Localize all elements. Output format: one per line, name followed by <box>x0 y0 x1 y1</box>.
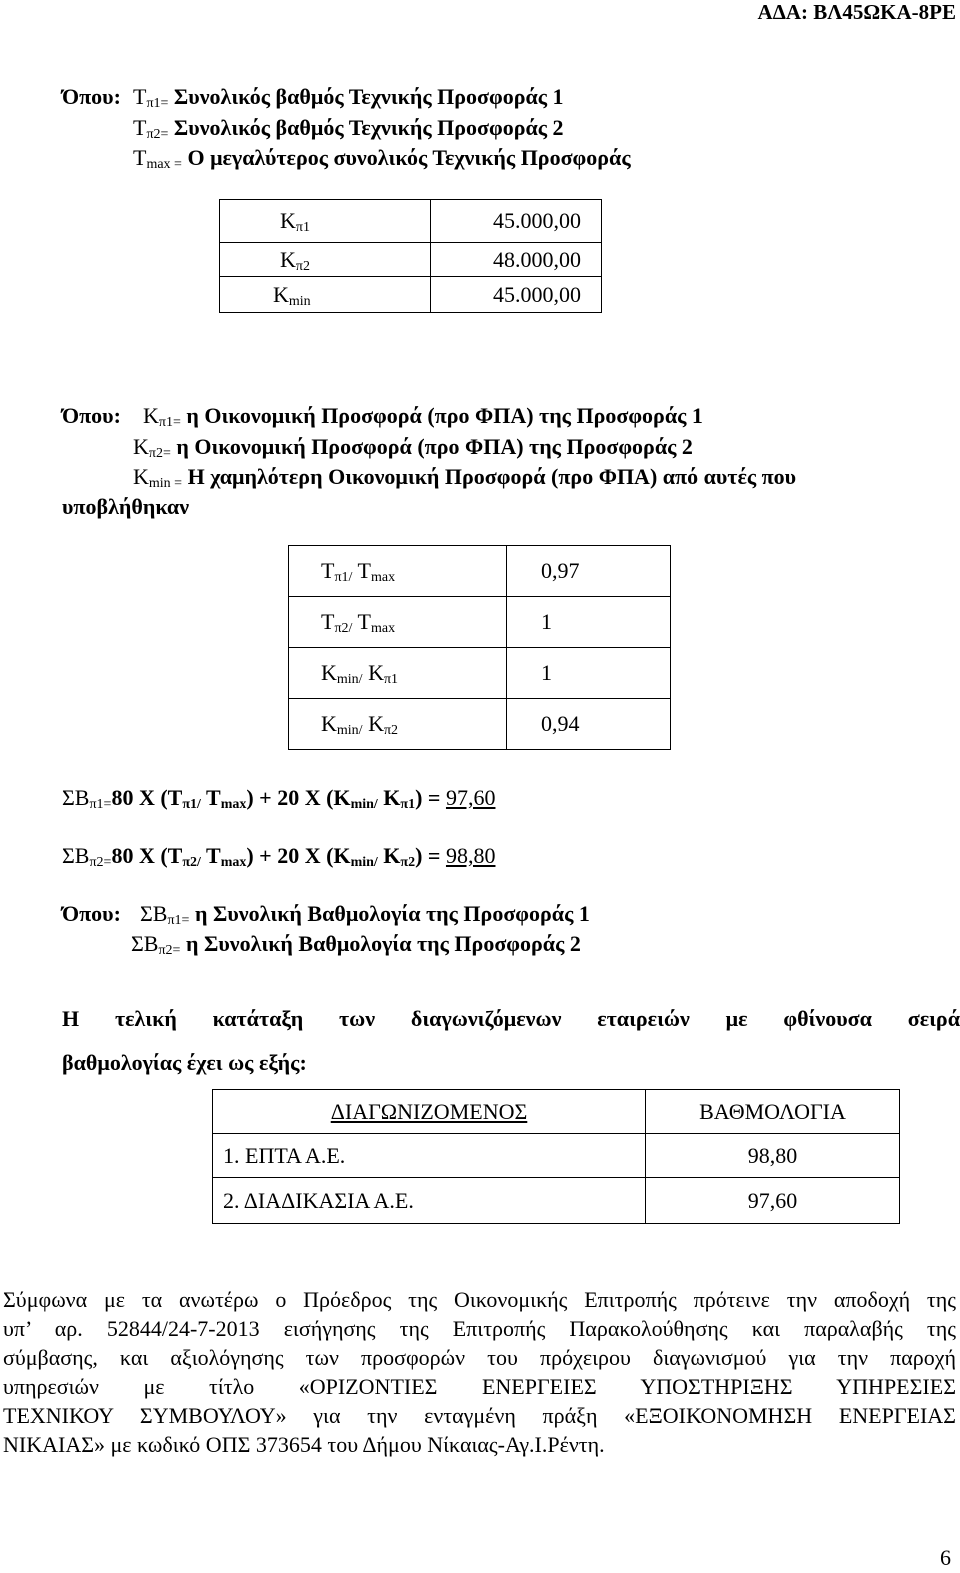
ratio-value-cell: 1 <box>507 648 671 699</box>
ratio-table <box>288 545 671 750</box>
k-label-cell: $K_{min}$ <box>220 277 431 313</box>
k-line-1: $K_{\pi 1=}$ η Οικονομική Προσφορά (προ ΦΠΑ) της Προσφοράς 1 <box>143 403 703 430</box>
score-cell: 98,80 <box>646 1134 900 1178</box>
table-row <box>213 1090 900 1134</box>
k-value-cell: 45.000,00 <box>431 277 602 313</box>
opou-label-k: Όπου: <box>62 403 121 428</box>
k-line-3: $K_{min =}$ Η χαμηλότερη Οικονομική Προσφορά (προ ΦΠΑ) από αυτές που <box>133 464 797 491</box>
t-line-3: $T_{max =}$ Ο μεγαλύτερος συνολικός Τεχνικής Προσφοράς <box>133 145 631 172</box>
opou-label-t: Όπου: <box>62 84 121 109</box>
ratio-value-cell: 0,97 <box>507 546 671 597</box>
ratio-label-cell: $T_{\pi 1/}$ $T_{max}$ <box>289 546 507 597</box>
formula-result: 98,80 <box>445 843 496 868</box>
ratio-label-cell: $K_{min/}$ $K_{\pi 1}$ <box>289 648 507 699</box>
table-row <box>289 699 671 750</box>
sb-line-2: $\Sigma B_{\pi 2=}$ η Συνολική Βαθμολογία της Προσφοράς 2 <box>131 931 581 958</box>
closing-line-4: υπηρεσιών με τίτλο «ΟΡΙΖΟΝΤΙΕΣ ΕΝΕΡΓΕΙΕΣ ΥΠΟΣΤΗΡΙΞΗΣ ΥΠΗΡΕΣΙΕΣ <box>3 1374 956 1399</box>
closing-line-5: ΤΕΧΝΙΚΟΥ ΣΥΜΒΟΥΛΟΥ» για την ενταγμένη πράξη «ΕΞΟΙΚΟΝΟΜΗΣΗ ΕΝΕΡΓΕΙΑΣ <box>3 1403 956 1428</box>
header-contestant: ΔΙΑΓΩΝΙΖΟΜΕΝΟΣ <box>213 1090 646 1134</box>
page-number: 6 <box>940 1545 951 1570</box>
k-value-cell: 45.000,00 <box>431 200 602 243</box>
table-row <box>289 597 671 648</box>
k-label-cell: $K_{\pi 1}$ <box>220 200 431 243</box>
k-value-cell: 48.000,00 <box>431 243 602 277</box>
k-line-2: $K_{\pi 2=}$ η Οικονομική Προσφορά (προ ΦΠΑ) της Προσφοράς 2 <box>133 434 693 461</box>
table-row <box>289 546 671 597</box>
t-line-1: $T_{\pi 1=}$ Συνολικός βαθμός Τεχνικής Προσφοράς 1 <box>133 84 564 111</box>
table-row <box>220 277 602 313</box>
table-row <box>220 200 602 243</box>
score-cell: 97,60 <box>646 1178 900 1224</box>
table-row <box>289 648 671 699</box>
ratio-label-cell: $T_{\pi 2/}$ $T_{max}$ <box>289 597 507 648</box>
k-values-table <box>219 199 602 313</box>
table-row <box>220 243 602 277</box>
contestant-cell: 2. ΔΙΑΔΙΚΑΣΙΑ Α.Ε. <box>213 1178 646 1224</box>
k-continuation: υποβλήθηκαν <box>62 494 190 519</box>
table-row <box>213 1178 900 1224</box>
ratio-value-cell: 1 <box>507 597 671 648</box>
opou-label-sb: Όπου: <box>62 901 121 926</box>
ratio-value-cell: 0,94 <box>507 699 671 750</box>
closing-line-3: σύμβασης, και αξιολόγησης των προσφορών του πρόχειρου διαγωνισμού για την παροχή <box>3 1345 956 1370</box>
ranking-table <box>212 1089 900 1224</box>
contestant-cell: 1. ΕΠΤΑ Α.Ε. <box>213 1134 646 1178</box>
ranking-intro-line-2: βαθμολογίας έχει ως εξής: <box>62 1050 307 1075</box>
t-line-2: $T_{\pi 2=}$ Συνολικός βαθμός Τεχνικής Προσφοράς 2 <box>133 115 564 142</box>
table-row <box>213 1134 900 1178</box>
header-score: ΒΑΘΜΟΛΟΓΙΑ <box>646 1090 900 1134</box>
k-label-cell: $K_{\pi 2}$ <box>220 243 431 277</box>
closing-line-2: υπ’ αρ. 52844/24-7-2013 εισήγησης της Επιτροπής Παρακολούθησης και παραλαβής της <box>3 1316 956 1341</box>
sb-line-1: $\Sigma B_{\pi 1=}$ η Συνολική Βαθμολογία της Προσφοράς 1 <box>140 901 590 928</box>
formula-sb1: $\Sigma B_{\pi 1=}80$ Χ ($T_{\pi 1/}$ $T_{max}) + 20$ Χ ($K_{min/}$ $K_{\pi 1}) = 97,60$ <box>62 785 496 812</box>
ada-header: ΑΔΑ: ΒΛ45ΩΚΑ-8ΡΕ <box>757 0 956 24</box>
closing-line-6: ΝΙΚΑΙΑΣ» με κωδικό ΟΠΣ 373654 του Δήμου Νίκαιας-Αγ.Ι.Ρέντη. <box>3 1432 605 1457</box>
formula-sb2: $\Sigma B_{\pi 2=}80$ Χ ($T_{\pi 2/}$ $T_{max}) + 20$ Χ ($K_{min/}$ $K_{\pi 2}) = 98,80$ <box>62 843 496 870</box>
ratio-label-cell: $K_{min/}$ $K_{\pi 2}$ <box>289 699 507 750</box>
formula-result: 97,60 <box>445 785 496 810</box>
closing-line-1: Σύμφωνα με τα ανωτέρω ο Πρόεδρος της Οικονομικής Επιτροπής πρότεινε την αποδοχή της <box>3 1287 956 1312</box>
ranking-intro-line-1: Η τελική κατάταξη των διαγωνιζόμενων εταιρειών με φθίνουσα σειρά <box>62 1006 960 1031</box>
